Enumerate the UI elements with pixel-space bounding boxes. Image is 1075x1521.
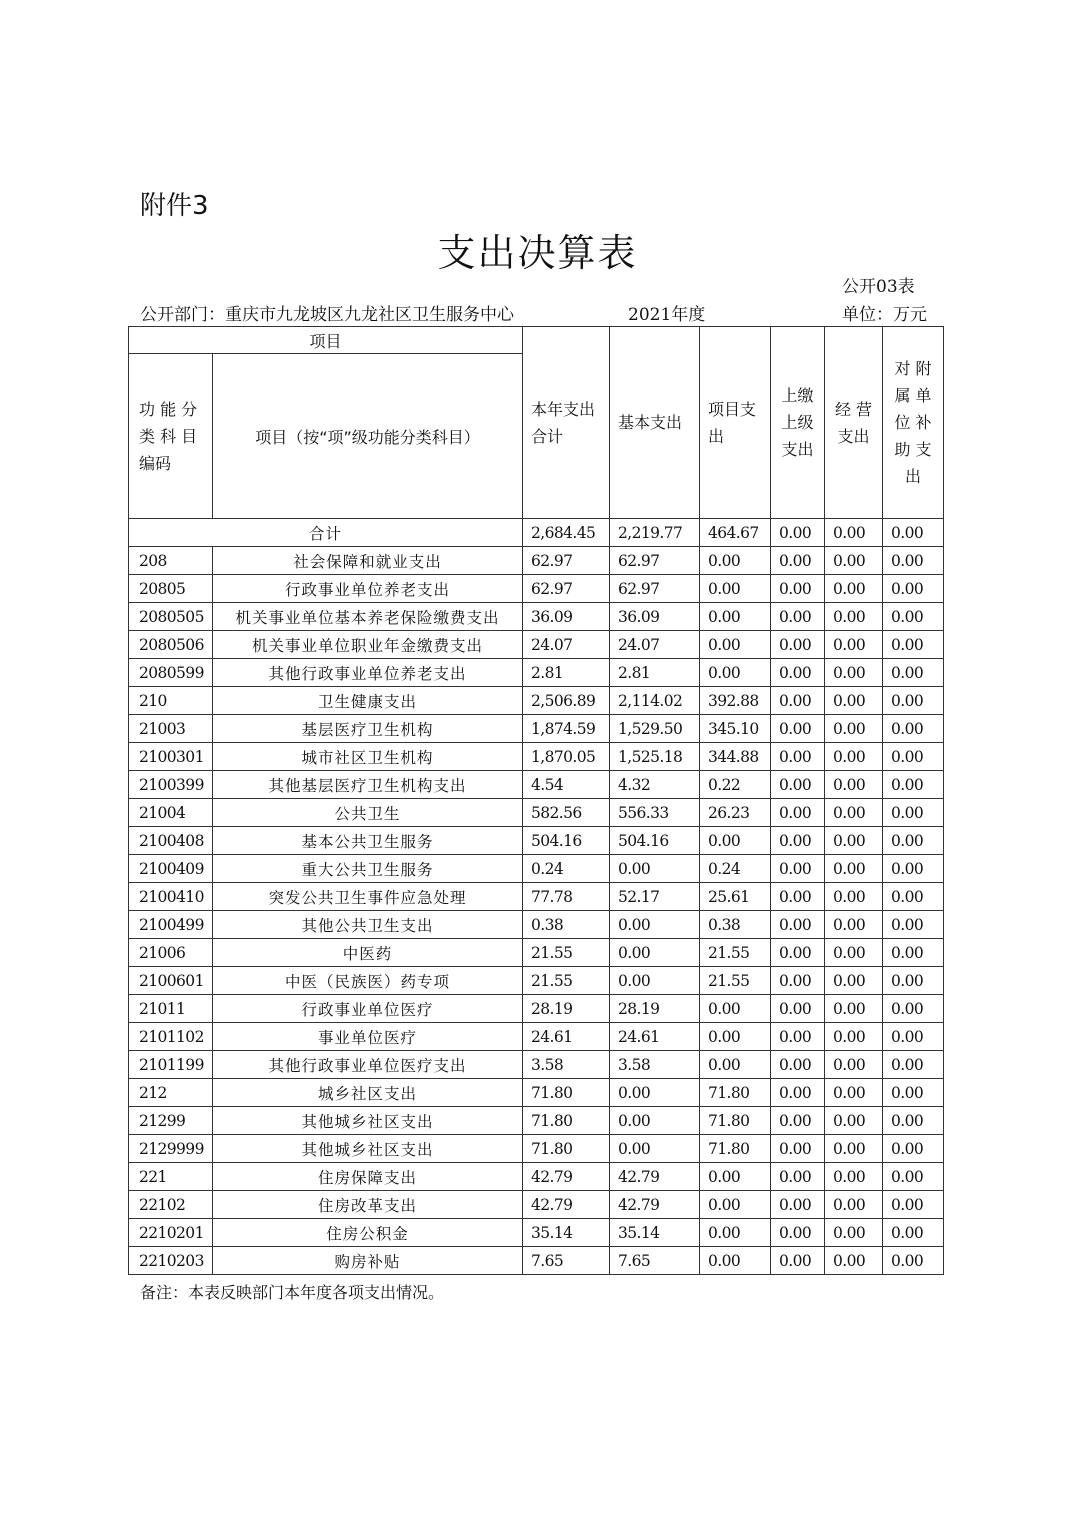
row-value: 0.00	[700, 1247, 771, 1275]
table-row	[129, 715, 944, 743]
row-value: 392.88	[700, 687, 771, 715]
row-value: 0.00	[771, 799, 825, 827]
row-code: 20805	[129, 575, 213, 603]
row-value: 0.00	[771, 1079, 825, 1107]
row-value: 71.80	[700, 1107, 771, 1135]
total-value: 0.00	[883, 519, 944, 547]
row-value: 0.00	[825, 715, 883, 743]
table-row	[129, 603, 944, 631]
row-value: 1,874.59	[523, 715, 610, 743]
total-value: 0.00	[771, 519, 825, 547]
row-value: 0.38	[700, 911, 771, 939]
row-value: 0.00	[883, 1135, 944, 1163]
row-value: 0.00	[825, 855, 883, 883]
row-name: 机关事业单位职业年金缴费支出	[213, 631, 523, 659]
row-value: 0.00	[825, 1107, 883, 1135]
row-code: 21003	[129, 715, 213, 743]
row-value: 0.00	[825, 967, 883, 995]
row-value: 0.00	[825, 827, 883, 855]
row-name: 基层医疗卫生机构	[213, 715, 523, 743]
row-value: 0.00	[825, 1023, 883, 1051]
table-row	[129, 1247, 944, 1275]
row-value: 2,506.89	[523, 687, 610, 715]
row-value: 0.00	[883, 575, 944, 603]
row-value: 36.09	[610, 603, 700, 631]
row-value: 0.00	[771, 1191, 825, 1219]
total-value: 2,219.77	[610, 519, 700, 547]
table-row	[129, 771, 944, 799]
row-code: 21004	[129, 799, 213, 827]
row-code: 21011	[129, 995, 213, 1023]
row-value: 21.55	[700, 967, 771, 995]
table-row	[129, 1219, 944, 1247]
row-value: 0.00	[825, 631, 883, 659]
row-value: 0.24	[700, 855, 771, 883]
row-value: 1,529.50	[610, 715, 700, 743]
row-value: 582.56	[523, 799, 610, 827]
row-value: 0.00	[883, 631, 944, 659]
row-code: 2101102	[129, 1023, 213, 1051]
row-name: 其他城乡社区支出	[213, 1135, 523, 1163]
row-value: 24.07	[610, 631, 700, 659]
row-code: 212	[129, 1079, 213, 1107]
row-name: 基本公共卫生服务	[213, 827, 523, 855]
row-value: 0.00	[700, 995, 771, 1023]
department-label: 公开部门：重庆市九龙坡区九龙社区卫生服务中心	[140, 305, 514, 325]
table-row	[129, 575, 944, 603]
row-code: 21299	[129, 1107, 213, 1135]
row-code: 2210203	[129, 1247, 213, 1275]
row-value: 0.00	[883, 1219, 944, 1247]
row-value: 0.00	[700, 659, 771, 687]
row-code: 2080506	[129, 631, 213, 659]
header-project: 项目支出	[700, 327, 771, 519]
row-value: 0.00	[771, 631, 825, 659]
row-name: 机关事业单位基本养老保险缴费支出	[213, 603, 523, 631]
row-code: 2080505	[129, 603, 213, 631]
table-row	[129, 1191, 944, 1219]
row-name: 购房补贴	[213, 1247, 523, 1275]
row-code: 2100409	[129, 855, 213, 883]
header-item-group: 项目	[129, 327, 523, 354]
table-row	[129, 1163, 944, 1191]
row-value: 4.32	[610, 771, 700, 799]
unit-label: 单位：万元	[842, 305, 927, 325]
row-name: 行政事业单位养老支出	[213, 575, 523, 603]
table-row	[129, 547, 944, 575]
table-row	[129, 1023, 944, 1051]
row-value: 0.00	[825, 799, 883, 827]
row-value: 0.00	[700, 1219, 771, 1247]
table-row	[129, 911, 944, 939]
row-value: 556.33	[610, 799, 700, 827]
row-value: 0.00	[883, 1107, 944, 1135]
row-value: 77.78	[523, 883, 610, 911]
year-label: 2021年度	[628, 305, 706, 325]
row-value: 1,525.18	[610, 743, 700, 771]
row-value: 4.54	[523, 771, 610, 799]
row-value: 504.16	[523, 827, 610, 855]
header-total: 本年支出合计	[523, 327, 610, 519]
row-value: 0.00	[825, 687, 883, 715]
row-value: 52.17	[610, 883, 700, 911]
row-value: 0.00	[825, 911, 883, 939]
table-row	[129, 1107, 944, 1135]
table-row	[129, 827, 944, 855]
row-value: 3.58	[610, 1051, 700, 1079]
row-code: 2129999	[129, 1135, 213, 1163]
row-value: 0.00	[883, 1023, 944, 1051]
table-row	[129, 743, 944, 771]
row-value: 0.00	[883, 1191, 944, 1219]
total-value: 464.67	[700, 519, 771, 547]
row-value: 0.00	[825, 659, 883, 687]
row-value: 0.00	[700, 631, 771, 659]
row-code: 2100408	[129, 827, 213, 855]
table-row	[129, 967, 944, 995]
row-value: 0.00	[883, 1163, 944, 1191]
row-value: 0.00	[771, 1247, 825, 1275]
row-code: 21006	[129, 939, 213, 967]
row-name: 住房改革支出	[213, 1191, 523, 1219]
row-code: 221	[129, 1163, 213, 1191]
row-name: 其他基层医疗卫生机构支出	[213, 771, 523, 799]
table-row	[129, 939, 944, 967]
row-value: 0.00	[771, 855, 825, 883]
row-value: 0.00	[883, 1247, 944, 1275]
row-name: 住房保障支出	[213, 1163, 523, 1191]
row-value: 2.81	[523, 659, 610, 687]
row-code: 2101199	[129, 1051, 213, 1079]
table-row	[129, 631, 944, 659]
row-value: 0.00	[771, 603, 825, 631]
row-value: 0.00	[771, 883, 825, 911]
row-value: 0.00	[825, 995, 883, 1023]
table-row	[129, 995, 944, 1023]
header-upper: 上缴上级支出	[771, 327, 825, 519]
row-value: 0.00	[883, 799, 944, 827]
row-value: 42.79	[610, 1163, 700, 1191]
header-func-code: 功 能 分 类 科 目 编码	[129, 354, 213, 519]
row-value: 0.38	[523, 911, 610, 939]
total-label: 合计	[129, 519, 523, 547]
total-value: 0.00	[825, 519, 883, 547]
row-value: 25.61	[700, 883, 771, 911]
row-value: 0.00	[883, 715, 944, 743]
row-value: 62.97	[610, 575, 700, 603]
row-code: 2210201	[129, 1219, 213, 1247]
row-value: 26.23	[700, 799, 771, 827]
table-row	[129, 855, 944, 883]
row-name: 事业单位医疗	[213, 1023, 523, 1051]
row-value: 71.80	[700, 1079, 771, 1107]
row-value: 0.00	[883, 771, 944, 799]
row-value: 0.00	[610, 1107, 700, 1135]
row-value: 0.00	[700, 1051, 771, 1079]
table-row	[129, 1051, 944, 1079]
attachment-label: 附件3	[140, 191, 209, 221]
row-value: 36.09	[523, 603, 610, 631]
row-value: 0.00	[610, 1079, 700, 1107]
table-row	[129, 799, 944, 827]
row-name: 重大公共卫生服务	[213, 855, 523, 883]
row-code: 2080599	[129, 659, 213, 687]
table-row	[129, 687, 944, 715]
row-value: 3.58	[523, 1051, 610, 1079]
row-value: 0.00	[883, 743, 944, 771]
row-value: 35.14	[523, 1219, 610, 1247]
row-code: 22102	[129, 1191, 213, 1219]
row-value: 62.97	[610, 547, 700, 575]
row-value: 0.00	[883, 1051, 944, 1079]
table-row	[129, 659, 944, 687]
row-name: 中医药	[213, 939, 523, 967]
row-value: 0.00	[771, 715, 825, 743]
row-value: 42.79	[610, 1191, 700, 1219]
row-value: 21.55	[523, 939, 610, 967]
row-code: 2100399	[129, 771, 213, 799]
row-value: 1,870.05	[523, 743, 610, 771]
row-value: 62.97	[523, 547, 610, 575]
row-name: 城乡社区支出	[213, 1079, 523, 1107]
row-value: 0.00	[825, 1163, 883, 1191]
row-value: 0.00	[771, 939, 825, 967]
header-subsidiary: 对 附 属 单 位 补 助 支 出	[883, 327, 944, 519]
table-row	[129, 1135, 944, 1163]
row-value: 0.00	[771, 1219, 825, 1247]
row-value: 0.00	[883, 1079, 944, 1107]
row-name: 其他行政事业单位养老支出	[213, 659, 523, 687]
row-value: 42.79	[523, 1163, 610, 1191]
row-value: 0.00	[771, 995, 825, 1023]
row-value: 24.07	[523, 631, 610, 659]
row-value: 28.19	[523, 995, 610, 1023]
row-value: 0.00	[610, 1135, 700, 1163]
row-code: 2100301	[129, 743, 213, 771]
row-value: 35.14	[610, 1219, 700, 1247]
row-name: 卫生健康支出	[213, 687, 523, 715]
row-value: 0.00	[771, 687, 825, 715]
row-value: 0.00	[883, 547, 944, 575]
row-value: 0.00	[700, 547, 771, 575]
row-name: 行政事业单位医疗	[213, 995, 523, 1023]
total-value: 2,684.45	[523, 519, 610, 547]
row-value: 0.00	[883, 659, 944, 687]
row-value: 0.00	[883, 967, 944, 995]
row-name: 社会保障和就业支出	[213, 547, 523, 575]
row-value: 0.00	[825, 1247, 883, 1275]
row-value: 344.88	[700, 743, 771, 771]
row-value: 0.00	[825, 575, 883, 603]
row-value: 0.00	[883, 827, 944, 855]
row-value: 0.00	[700, 603, 771, 631]
row-value: 0.00	[771, 1023, 825, 1051]
row-value: 0.00	[771, 1107, 825, 1135]
row-name: 其他城乡社区支出	[213, 1107, 523, 1135]
row-name: 其他行政事业单位医疗支出	[213, 1051, 523, 1079]
table-row	[129, 1079, 944, 1107]
row-code: 210	[129, 687, 213, 715]
row-value: 0.00	[883, 911, 944, 939]
row-code: 208	[129, 547, 213, 575]
row-value: 0.00	[825, 743, 883, 771]
row-name: 突发公共卫生事件应急处理	[213, 883, 523, 911]
row-value: 0.00	[700, 827, 771, 855]
row-value: 0.00	[825, 1051, 883, 1079]
row-value: 345.10	[700, 715, 771, 743]
row-name: 中医（民族医）药专项	[213, 967, 523, 995]
expenditure-table	[128, 326, 944, 1275]
row-value: 71.80	[523, 1107, 610, 1135]
row-value: 24.61	[610, 1023, 700, 1051]
row-value: 28.19	[610, 995, 700, 1023]
row-value: 0.00	[771, 771, 825, 799]
row-value: 0.00	[825, 547, 883, 575]
row-value: 0.00	[610, 911, 700, 939]
row-value: 0.22	[700, 771, 771, 799]
row-value: 24.61	[523, 1023, 610, 1051]
row-value: 0.00	[825, 939, 883, 967]
row-value: 0.00	[883, 855, 944, 883]
row-value: 42.79	[523, 1191, 610, 1219]
row-value: 0.00	[771, 743, 825, 771]
row-value: 2.81	[610, 659, 700, 687]
row-name: 城市社区卫生机构	[213, 743, 523, 771]
row-name: 住房公积金	[213, 1219, 523, 1247]
row-name: 其他公共卫生支出	[213, 911, 523, 939]
row-value: 0.00	[610, 967, 700, 995]
row-value: 0.00	[825, 1191, 883, 1219]
header-business: 经 营 支出	[825, 327, 883, 519]
row-value: 0.00	[771, 1051, 825, 1079]
row-value: 0.00	[771, 967, 825, 995]
row-value: 7.65	[610, 1247, 700, 1275]
row-value: 71.80	[523, 1079, 610, 1107]
footnote: 备注：本表反映部门本年度各项支出情况。	[140, 1283, 445, 1302]
row-value: 0.00	[825, 603, 883, 631]
row-value: 0.00	[825, 1219, 883, 1247]
row-value: 0.00	[700, 1191, 771, 1219]
row-code: 2100601	[129, 967, 213, 995]
row-value: 0.24	[523, 855, 610, 883]
row-value: 0.00	[700, 575, 771, 603]
row-value: 0.00	[883, 883, 944, 911]
row-value: 0.00	[771, 659, 825, 687]
row-value: 0.00	[883, 939, 944, 967]
row-value: 0.00	[771, 1135, 825, 1163]
row-value: 0.00	[771, 911, 825, 939]
row-value: 0.00	[700, 1163, 771, 1191]
row-value: 2,114.02	[610, 687, 700, 715]
row-value: 21.55	[523, 967, 610, 995]
row-value: 21.55	[700, 939, 771, 967]
row-value: 0.00	[700, 1023, 771, 1051]
row-value: 0.00	[825, 1135, 883, 1163]
row-value: 0.00	[610, 855, 700, 883]
row-value: 0.00	[771, 1163, 825, 1191]
header-item-name: 项目（按“项”级功能分类科目）	[213, 354, 523, 519]
row-value: 71.80	[523, 1135, 610, 1163]
row-value: 0.00	[771, 575, 825, 603]
total-row	[129, 519, 944, 547]
row-value: 0.00	[771, 827, 825, 855]
row-code: 2100499	[129, 911, 213, 939]
row-value: 0.00	[883, 687, 944, 715]
row-value: 7.65	[523, 1247, 610, 1275]
row-value: 0.00	[771, 547, 825, 575]
row-value: 0.00	[825, 771, 883, 799]
row-value: 0.00	[610, 939, 700, 967]
row-value: 0.00	[883, 995, 944, 1023]
page-title: 支出决算表	[437, 231, 638, 275]
row-value: 504.16	[610, 827, 700, 855]
row-value: 0.00	[825, 883, 883, 911]
header-basic: 基本支出	[610, 327, 700, 519]
row-name: 公共卫生	[213, 799, 523, 827]
row-code: 2100410	[129, 883, 213, 911]
row-value: 0.00	[883, 603, 944, 631]
table-row	[129, 883, 944, 911]
table-code: 公开03表	[842, 277, 915, 297]
row-value: 71.80	[700, 1135, 771, 1163]
row-value: 0.00	[825, 1079, 883, 1107]
row-value: 62.97	[523, 575, 610, 603]
